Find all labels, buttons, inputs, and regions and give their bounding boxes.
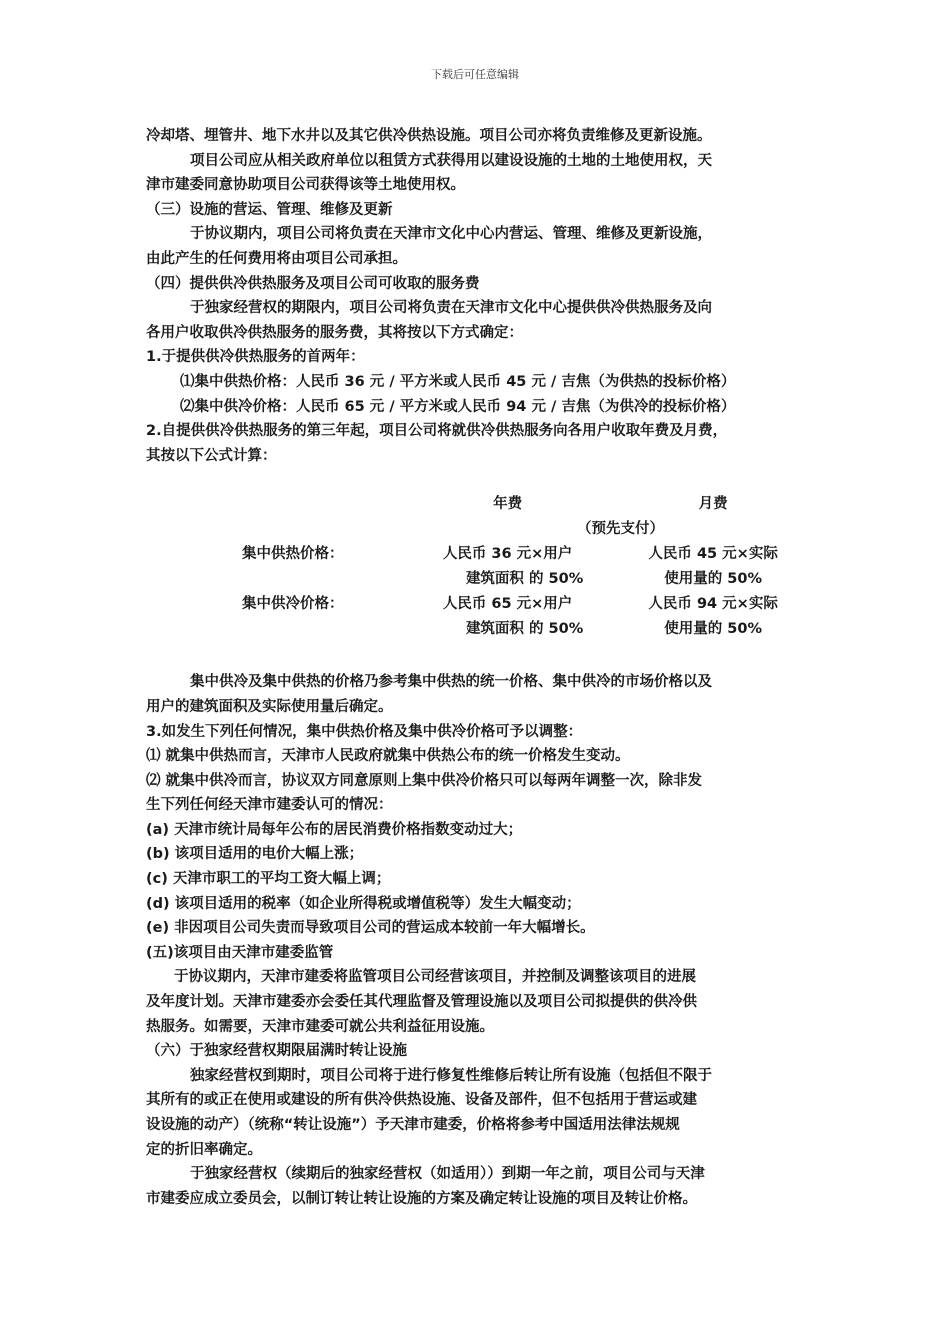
paragraph-line: 独家经营权到期时，项目公司将于进行修复性维修后转让所有设施（包括但不限于 [190, 1067, 712, 1084]
paragraph-line: 由此产生的任何费用将由项目公司承担。 [146, 250, 407, 267]
annual-fee-cell: 建筑面积 的 50% [465, 621, 584, 638]
spacer [146, 642, 806, 670]
paragraph-line: 定的折旧率确定。 [146, 1141, 262, 1158]
fee-table [242, 492, 806, 642]
document-body [146, 124, 806, 1211]
column-header-annual: 年费 [493, 496, 523, 513]
list-item: (c) 天津市职工的平均工资大幅上调； [146, 871, 391, 888]
paragraph-line: 集中供冷及集中供热的价格乃参考集中供热的统一价格、集中供冷的市场价格以及 [190, 674, 712, 691]
section-heading: （四）提供供冷供热服务及项目公司可收取的服务费 [146, 275, 480, 292]
list-item: ⑴ 就集中供热而言，天津市人民政府就集中供热公布的统一价格发生变动。 [146, 748, 630, 765]
spacer [146, 468, 806, 492]
section-heading: （六）于独家经营权期限届满时转让设施 [146, 1043, 407, 1060]
list-item: ⑵ 就集中供冷而言，协议双方同意原则上集中供冷价格只可以每两年调整一次，除非发 [146, 772, 703, 789]
list-item: ⑴集中供热价格：人民币 36 元 / 平方米或人民币 45 元 / 吉焦（为供热的投标价格） [180, 373, 736, 390]
table-row [242, 617, 806, 642]
monthly-fee-cell: 使用量的 50% [664, 571, 762, 588]
table-row [242, 567, 806, 592]
paragraph-line: 项目公司应从相关政府单位以租赁方式获得用以建设设施的土地的土地使用权，天 [190, 152, 712, 169]
list-item: 1.于提供供冷供热服务的首两年： [146, 349, 365, 366]
table-row [242, 542, 806, 567]
annual-fee-cell: 建筑面积 的 50% [465, 571, 584, 588]
list-item: (e) 非因项目公司失责而导致项目公司的营运成本较前一年大幅增长。 [146, 920, 595, 937]
list-item: 2.自提供供冷供热服务的第三年起，项目公司将就供冷供热服务向各用户收取年费及月费， [146, 423, 728, 440]
table-row [242, 592, 806, 617]
paragraph-line: 其所有的或正在使用或建设的所有供冷供热设施、设备及部件，但不包括用于营运或建 [146, 1092, 697, 1109]
section-heading: （三）设施的营运、管理、维修及更新 [146, 201, 393, 218]
row-label: 集中供热价格： [242, 546, 344, 563]
paragraph-line: 其按以下公式计算： [146, 447, 277, 464]
paragraph-line: 热服务。如需要，天津市建委可就公共利益征用设施。 [146, 1018, 494, 1035]
paragraph-line: 生下列任何经天津市建委认可的情况： [146, 797, 393, 814]
annual-fee-cell: 人民币 36 元×用户 [442, 546, 573, 563]
monthly-fee-cell: 使用量的 50% [664, 621, 762, 638]
paragraph-line: 津市建委同意协助项目公司获得该等土地使用权。 [146, 177, 465, 194]
paragraph-line: 于协议期内，天津市建委将监管项目公司经营该项目，并控制及调整该项目的进展 [174, 969, 696, 986]
list-item: ⑵集中供冷价格：人民币 65 元 / 平方米或人民币 94 元 / 吉焦（为供冷的投标价格） [180, 398, 736, 415]
annual-fee-cell: 人民币 65 元×用户 [442, 596, 573, 613]
paragraph-line: 于独家经营权（续期后的独家经营权（如适用））到期一年之前，项目公司与天津 [190, 1166, 705, 1183]
list-item: 3.如发生下列任何情况，集中供热价格及集中供冷价格可予以调整： [146, 723, 583, 740]
table-header-row [242, 492, 806, 517]
section-heading: (五)该项目由天津市建委监管 [146, 944, 334, 961]
paragraph-line: 各用户收取供冷供热服务的服务费，其将按以下方式确定： [146, 324, 523, 341]
annual-note: （预先支付） [576, 521, 664, 538]
row-label: 集中供冷价格： [242, 596, 344, 613]
paragraph-line: 及年度计划。天津市建委亦会委任其代理监督及管理设施以及项目公司拟提供的供冷供 [146, 994, 697, 1011]
page-header: 下载后可任意编辑 [431, 68, 519, 81]
monthly-fee-cell: 人民币 45 元×实际 [648, 546, 778, 563]
monthly-fee-cell: 人民币 94 元×实际 [648, 596, 778, 613]
list-item: (d) 该项目适用的税率（如企业所得税或增值税等）发生大幅变动； [146, 895, 581, 912]
column-header-monthly: 月费 [698, 496, 728, 513]
list-item: (a) 天津市统计局每年公布的居民消费价格指数变动过大； [146, 821, 523, 838]
table-note-row [242, 517, 806, 542]
paragraph-line: 于独家经营权的期限内，项目公司将负责在天津市文化中心提供供冷供热服务及向 [190, 300, 712, 317]
paragraph-line: 冷却塔、埋管井、地下水井以及其它供冷供热设施。项目公司亦将负责维修及更新设施。 [146, 128, 712, 144]
list-item: (b) 该项目适用的电价大幅上涨； [146, 846, 364, 863]
paragraph-line: 用户的建筑面积及实际使用量后确定。 [146, 698, 393, 715]
paragraph-line: 市建委应成立委员会，以制订转让转让设施的方案及确定转让设施的项目及转让价格。 [146, 1190, 697, 1207]
paragraph-line: 设设施的动产）（统称“转让设施”）予天津市建委，价格将参考中国适用法律法规规 [146, 1117, 680, 1133]
paragraph-line: 于协议期内，项目公司将负责在天津市文化中心内营运、管理、维修及更新设施， [190, 226, 712, 243]
